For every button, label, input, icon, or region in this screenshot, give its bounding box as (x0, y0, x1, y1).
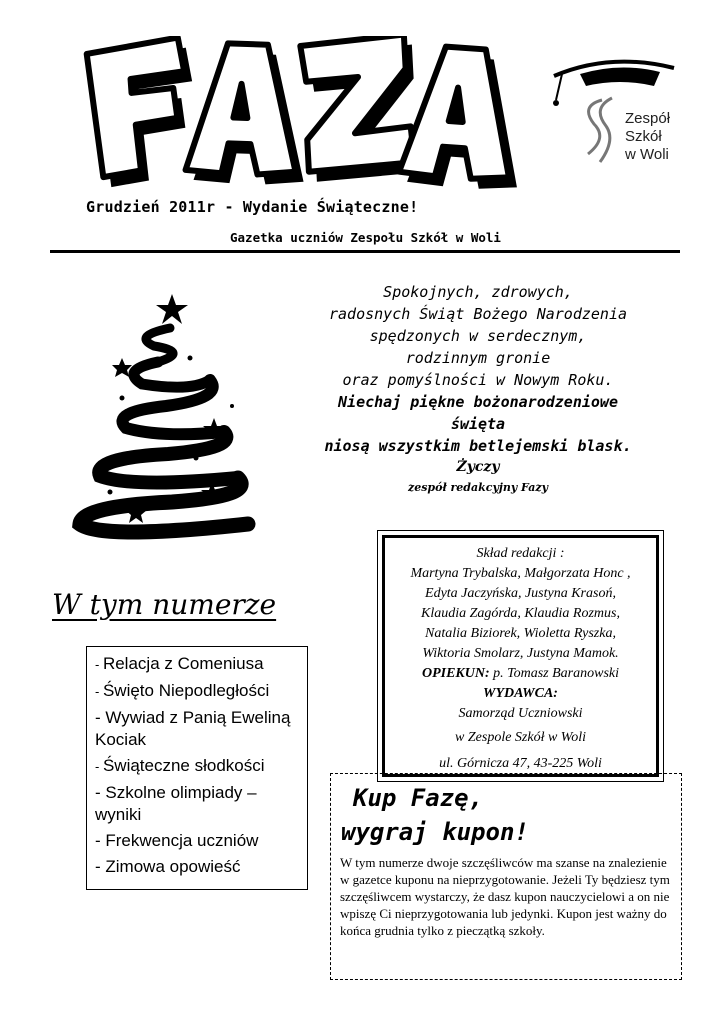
toc-item-text: - Wywiad z Panią Eweliną Kociak (95, 708, 291, 749)
logo-line-3: w Woli (625, 146, 669, 163)
toc-dash: - (95, 657, 103, 672)
masthead-graphic (82, 36, 532, 196)
toc-item (95, 782, 299, 826)
editorial-supervisor (385, 664, 656, 684)
editorial-box (377, 530, 664, 782)
greeting-line: spędzonych w serdecznym, (369, 327, 587, 345)
toc-item (95, 653, 299, 676)
greeting-bold-line: niosą wszystkim betlejemski blask. (324, 437, 632, 455)
newspaper-subtitle: Gazetka uczniów Zespołu Szkół w Woli (230, 230, 501, 245)
holiday-greeting (268, 281, 688, 494)
greeting-line: oraz pomyślności w Nowym Roku. (342, 371, 614, 389)
greeting-signature: zespół redakcyjny Fazy (407, 481, 549, 494)
toc-item (95, 830, 299, 852)
greeting-bold-line: święta (450, 415, 506, 433)
editorial-heading: Skład redakcji : (476, 546, 565, 561)
greeting-line: rodzinnym gronie (405, 349, 551, 367)
issue-date: Grudzień 2011r - Wydanie Świąteczne! (86, 198, 419, 216)
toc-box (86, 646, 308, 890)
greeting-bold-line: Niechaj piękne bożonarodzeniowe (338, 393, 618, 411)
editorial-member-line: Wiktoria Smolarz, Justyna Mamok. (422, 646, 619, 661)
coupon-title-line-2: wygraj kupon! (341, 818, 529, 846)
supervisor-label: OPIEKUN: (421, 666, 490, 681)
header-divider (50, 250, 680, 253)
christmas-tree-icon (62, 288, 262, 548)
toc-item (95, 755, 299, 778)
toc-dash: - (95, 684, 103, 699)
coupon-body: W tym numerze dwoje szczęśliwców ma szanse na znalezienie w gazetce kuponu na nieprzygotowanie. Jeżeli Ty będziesz tym szczęśliwcem wystarczy, że dasz kupon nauczycielowi a on nie wpiszę Ci nieprzygotowania lub jedynki. Kupon jest ważny do końca grudnia tylko z pieczątką szkoły. (340, 855, 670, 938)
toc-item-text: Święto Niepodległości (102, 681, 270, 700)
supervisor-name: p. Tomasz Baranowski (493, 666, 620, 681)
greeting-line: radosnych Świąt Bożego Narodzenia (328, 305, 627, 323)
publisher-line: w Zespole Szkół w Woli (455, 730, 586, 745)
toc-item-text: Świąteczne słodkości (102, 756, 265, 775)
greeting-wishes: Życzy (456, 459, 500, 475)
greeting-line: Spokojnych, zdrowych, (383, 283, 573, 301)
toc-item-text: - Szkolne olimpiady – wyniki (95, 783, 257, 824)
toc-item (95, 856, 299, 878)
toc-dash: - (95, 759, 103, 774)
publisher-line: Samorząd Uczniowski (458, 706, 583, 721)
toc-item (95, 680, 299, 703)
toc-item (95, 707, 299, 751)
editorial-member-line: Edyta Jaczyńska, Justyna Krasoń, (425, 586, 616, 601)
editorial-member-line: Klaudia Zagórda, Klaudia Rozmus, (420, 606, 620, 621)
toc-item-text: - Frekwencja uczniów (95, 831, 259, 850)
school-logo (550, 50, 690, 170)
publisher-label: WYDAWCA: (483, 686, 558, 701)
coupon-title-line-1: Kup Fazę, (353, 784, 484, 812)
editorial-member-line: Natalia Biziorek, Wioletta Ryszka, (425, 626, 616, 641)
toc-item-text: Relacja z Comeniusa (102, 654, 264, 673)
toc-title: W tym numerze (52, 588, 277, 621)
coupon-box (330, 773, 682, 980)
editorial-address: ul. Górnicza 47, 43-225 Woli (439, 756, 602, 771)
masthead-title (82, 36, 532, 196)
logo-line-1: Zespół (625, 110, 671, 127)
toc-item-text: - Zimowa opowieść (95, 857, 241, 876)
christmas-tree-illustration (62, 288, 262, 548)
editorial-member-line: Martyna Trybalska, Małgorzata Honc , (410, 566, 631, 581)
editorial-content (382, 535, 659, 777)
logo-line-2: Szkół (625, 128, 662, 145)
